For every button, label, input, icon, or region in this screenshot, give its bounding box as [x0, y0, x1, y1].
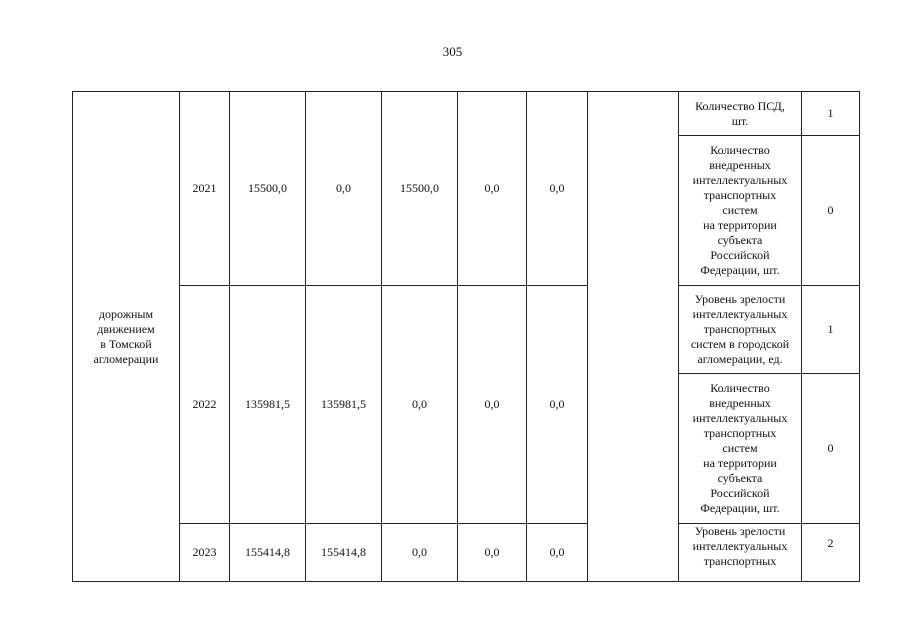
indicator-line: на территории	[703, 456, 777, 470]
event-name-line: в Томской	[100, 336, 152, 351]
amount-cell: 0,0	[527, 524, 588, 582]
indicator-line: систем	[722, 203, 758, 217]
indicator-value: 1	[802, 92, 860, 136]
year-cell: 2023	[180, 524, 230, 582]
indicator-line: Количество	[710, 381, 770, 395]
total-cell: 135981,5	[230, 286, 306, 524]
amount-cell: 0,0	[458, 92, 527, 286]
indicator-line: субъекта	[717, 471, 763, 485]
indicator-line: субъекта	[717, 233, 763, 247]
indicator-line: Уровень зрелости	[694, 292, 786, 306]
indicator-line: транспортных	[703, 426, 777, 440]
indicator-value: 2	[802, 524, 860, 582]
amount-cell: 0,0	[458, 524, 527, 582]
indicator-value: 0	[802, 374, 860, 524]
event-name-line: дорожным	[98, 306, 154, 321]
indicator-line: интеллектуальных	[692, 539, 788, 553]
indicator-line: транспортных	[703, 188, 777, 202]
indicator-line: интеллектуальных	[692, 411, 788, 425]
indicator-cell	[679, 92, 802, 136]
amount-cell: 0,0	[527, 92, 588, 286]
indicator-cell	[679, 524, 802, 582]
indicator-cell	[679, 136, 802, 286]
amount-cell: 0,0	[458, 286, 527, 524]
page-number: 305	[442, 44, 463, 59]
indicator-line: систем	[722, 441, 758, 455]
indicator-line: Федерации, шт.	[700, 501, 780, 515]
indicator-line: интеллектуальных	[692, 307, 788, 321]
event-name-cell	[73, 92, 180, 582]
amount-cell: 15500,0	[382, 92, 458, 286]
indicator-line: внедренных	[709, 158, 771, 172]
indicator-line: Количество ПСД,	[695, 98, 785, 113]
indicator-line: внедренных	[709, 396, 771, 410]
indicator-line: Количество	[710, 143, 770, 157]
indicator-value: 1	[802, 286, 860, 374]
indicator-line: систем в городской	[690, 337, 790, 351]
total-cell: 15500,0	[230, 92, 306, 286]
indicator-line: транспортных	[703, 554, 777, 568]
indicator-line: шт.	[731, 113, 749, 128]
amount-cell: 0,0	[382, 524, 458, 582]
amount-cell: 0,0	[306, 92, 382, 286]
indicator-line: на территории	[703, 218, 777, 232]
indicator-cell	[679, 374, 802, 524]
indicator-line: агломерации, ед.	[697, 352, 783, 366]
table-row	[73, 286, 860, 374]
amount-cell: 135981,5	[306, 286, 382, 524]
event-name-line: агломерации	[93, 351, 159, 366]
indicator-cell	[679, 286, 802, 374]
total-cell: 155414,8	[230, 524, 306, 582]
indicator-line: Российской	[710, 486, 770, 500]
amount-cell: 0,0	[382, 286, 458, 524]
indicator-value: 0	[802, 136, 860, 286]
blank-cell	[588, 92, 679, 582]
amount-cell: 0,0	[527, 286, 588, 524]
table-row	[73, 524, 860, 582]
indicator-line: Российской	[710, 248, 770, 262]
year-cell: 2022	[180, 286, 230, 524]
year-cell: 2021	[180, 92, 230, 286]
table-row	[73, 92, 860, 136]
event-name-line: движением	[97, 321, 155, 336]
indicator-line: интеллектуальных	[692, 173, 788, 187]
indicator-line: транспортных	[703, 322, 777, 336]
indicator-line: Федерации, шт.	[700, 263, 780, 277]
indicator-line: Уровень зрелости	[694, 524, 786, 538]
program-table	[72, 91, 860, 582]
amount-cell: 155414,8	[306, 524, 382, 582]
